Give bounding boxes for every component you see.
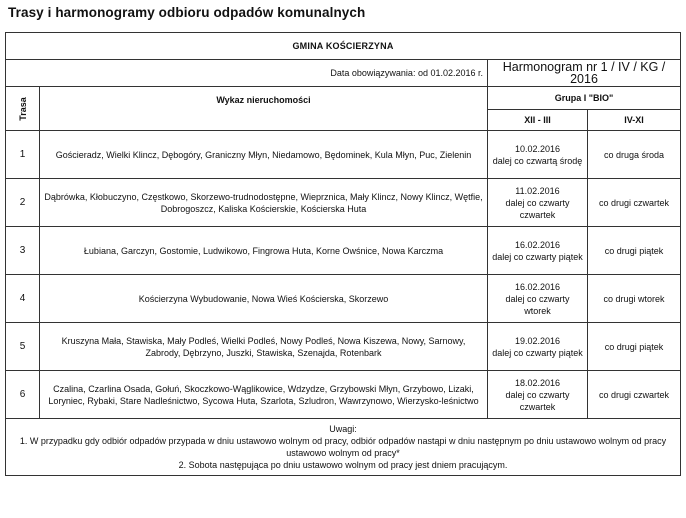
winter-schedule xyxy=(488,323,588,371)
table-row xyxy=(6,275,681,323)
start-date: 16.02.2016 xyxy=(514,281,561,292)
summer-schedule: co drugi czwartek xyxy=(588,371,681,419)
period-summer-header: IV-XI xyxy=(588,110,681,131)
page-title: Trasy i harmonogramy odbioru odpadów komunalnych xyxy=(8,5,366,20)
winter-schedule xyxy=(488,227,588,275)
route-number: 2 xyxy=(6,179,40,227)
start-date: 19.02.2016 xyxy=(514,335,561,346)
date-note: dalej co czwarty wtorek xyxy=(505,293,570,316)
route-places: Łubiana, Garczyn, Gostomie, Ludwikowo, Fingrowa Huta, Korne Owśnice, Nowa Karczma xyxy=(40,227,488,275)
grupa-header: Grupa I "BIO" xyxy=(488,87,681,110)
date-note: dalej co czwarty piątek xyxy=(492,251,583,262)
route-places: Gościeradz, Wielki Klincz, Dębogóry, Graniczny Młyn, Niedamowo, Będominek, Kula Młyn, Puc, Zielenin xyxy=(40,131,488,179)
route-number: 1 xyxy=(6,131,40,179)
gmina-title: GMINA KOŚCIERZYNA xyxy=(6,33,681,60)
note-2: 2. Sobota następująca po dniu ustawowo wolnym od pracy jest dniem pracującym. xyxy=(178,460,508,470)
notes-title: Uwagi: xyxy=(329,424,357,434)
start-date: 11.02.2016 xyxy=(515,185,560,196)
start-date: 18.02.2016 xyxy=(514,377,561,388)
date-note: dalej co czwarty czwartek xyxy=(505,389,570,412)
table-row xyxy=(6,371,681,419)
validity-date: Data obowiązywania: od 01.02.2016 r. xyxy=(6,60,488,87)
route-places: Dąbrówka, Kłobuczyno, Częstkowo, Skorzewo-trudnodostępne, Wieprznica, Mały Klincz, Nowy Klincz, Wętfie, Dobrogoszcz, Kaliska Kościerskie, Kościerska Huta xyxy=(40,179,488,227)
table-row xyxy=(6,323,681,371)
trasa-header xyxy=(6,87,40,131)
trasa-header-label: Trasa xyxy=(17,96,28,121)
route-number: 4 xyxy=(6,275,40,323)
wykaz-header: Wykaz nieruchomości xyxy=(40,87,488,131)
route-places: Czalina, Czarlina Osada, Gołuń, Skoczkowo-Wąglikowice, Wdzydze, Grzybowski Młyn, Grzybowo, Lizaki, Loryniec, Rybaki, Stare Nadleśnictwo, Sycowa Huta, Szarlota, Szludron, Wawrzynowo, Wierzysko-leśnictwo xyxy=(40,371,488,419)
table-row xyxy=(6,227,681,275)
route-places: Kruszyna Mała, Stawiska, Mały Podleś, Wielki Podleś, Nowy Podleś, Nowa Kiszewa, Nowy, Sarnowy, Zabrody, Dębrzyno, Juszki, Stawiska, Szenajda, Rotenbark xyxy=(40,323,488,371)
summer-schedule: co drugi wtorek xyxy=(588,275,681,323)
period-winter-header: XII - III xyxy=(488,110,588,131)
table-row xyxy=(6,179,681,227)
date-note: dalej co czwartą środę xyxy=(492,155,583,166)
winter-schedule xyxy=(488,131,588,179)
route-places: Kościerzyna Wybudowanie, Nowa Wieś Kościerska, Skorzewo xyxy=(40,275,488,323)
start-date: 16.02.2016 xyxy=(514,239,561,250)
summer-schedule: co drugi piątek xyxy=(588,227,681,275)
route-number: 3 xyxy=(6,227,40,275)
summer-schedule: co drugi czwartek xyxy=(588,179,681,227)
winter-schedule xyxy=(488,275,588,323)
winter-schedule xyxy=(488,371,588,419)
route-number: 6 xyxy=(6,371,40,419)
start-date: 10.02.2016 xyxy=(514,143,561,154)
table-row xyxy=(6,131,681,179)
note-1: 1. W przypadku gdy odbiór odpadów przypada w dniu ustawowo wolnym od pracy, odbiór odpadów nastąpi w dniu następnym po dniu ustawowo wolnym od pracy ustawowo wolnym od pracy* xyxy=(19,436,667,458)
notes-section xyxy=(6,419,681,476)
date-note: dalej co czwarty czwartek xyxy=(505,197,570,220)
winter-schedule xyxy=(488,179,588,227)
schedule-table xyxy=(5,32,681,476)
date-note: dalej co czwarty piątek xyxy=(492,347,583,358)
summer-schedule: co drugi piątek xyxy=(588,323,681,371)
route-number: 5 xyxy=(6,323,40,371)
schedule-number: Harmonogram nr 1 / IV / KG / 2016 xyxy=(488,60,681,87)
summer-schedule: co druga środa xyxy=(588,131,681,179)
